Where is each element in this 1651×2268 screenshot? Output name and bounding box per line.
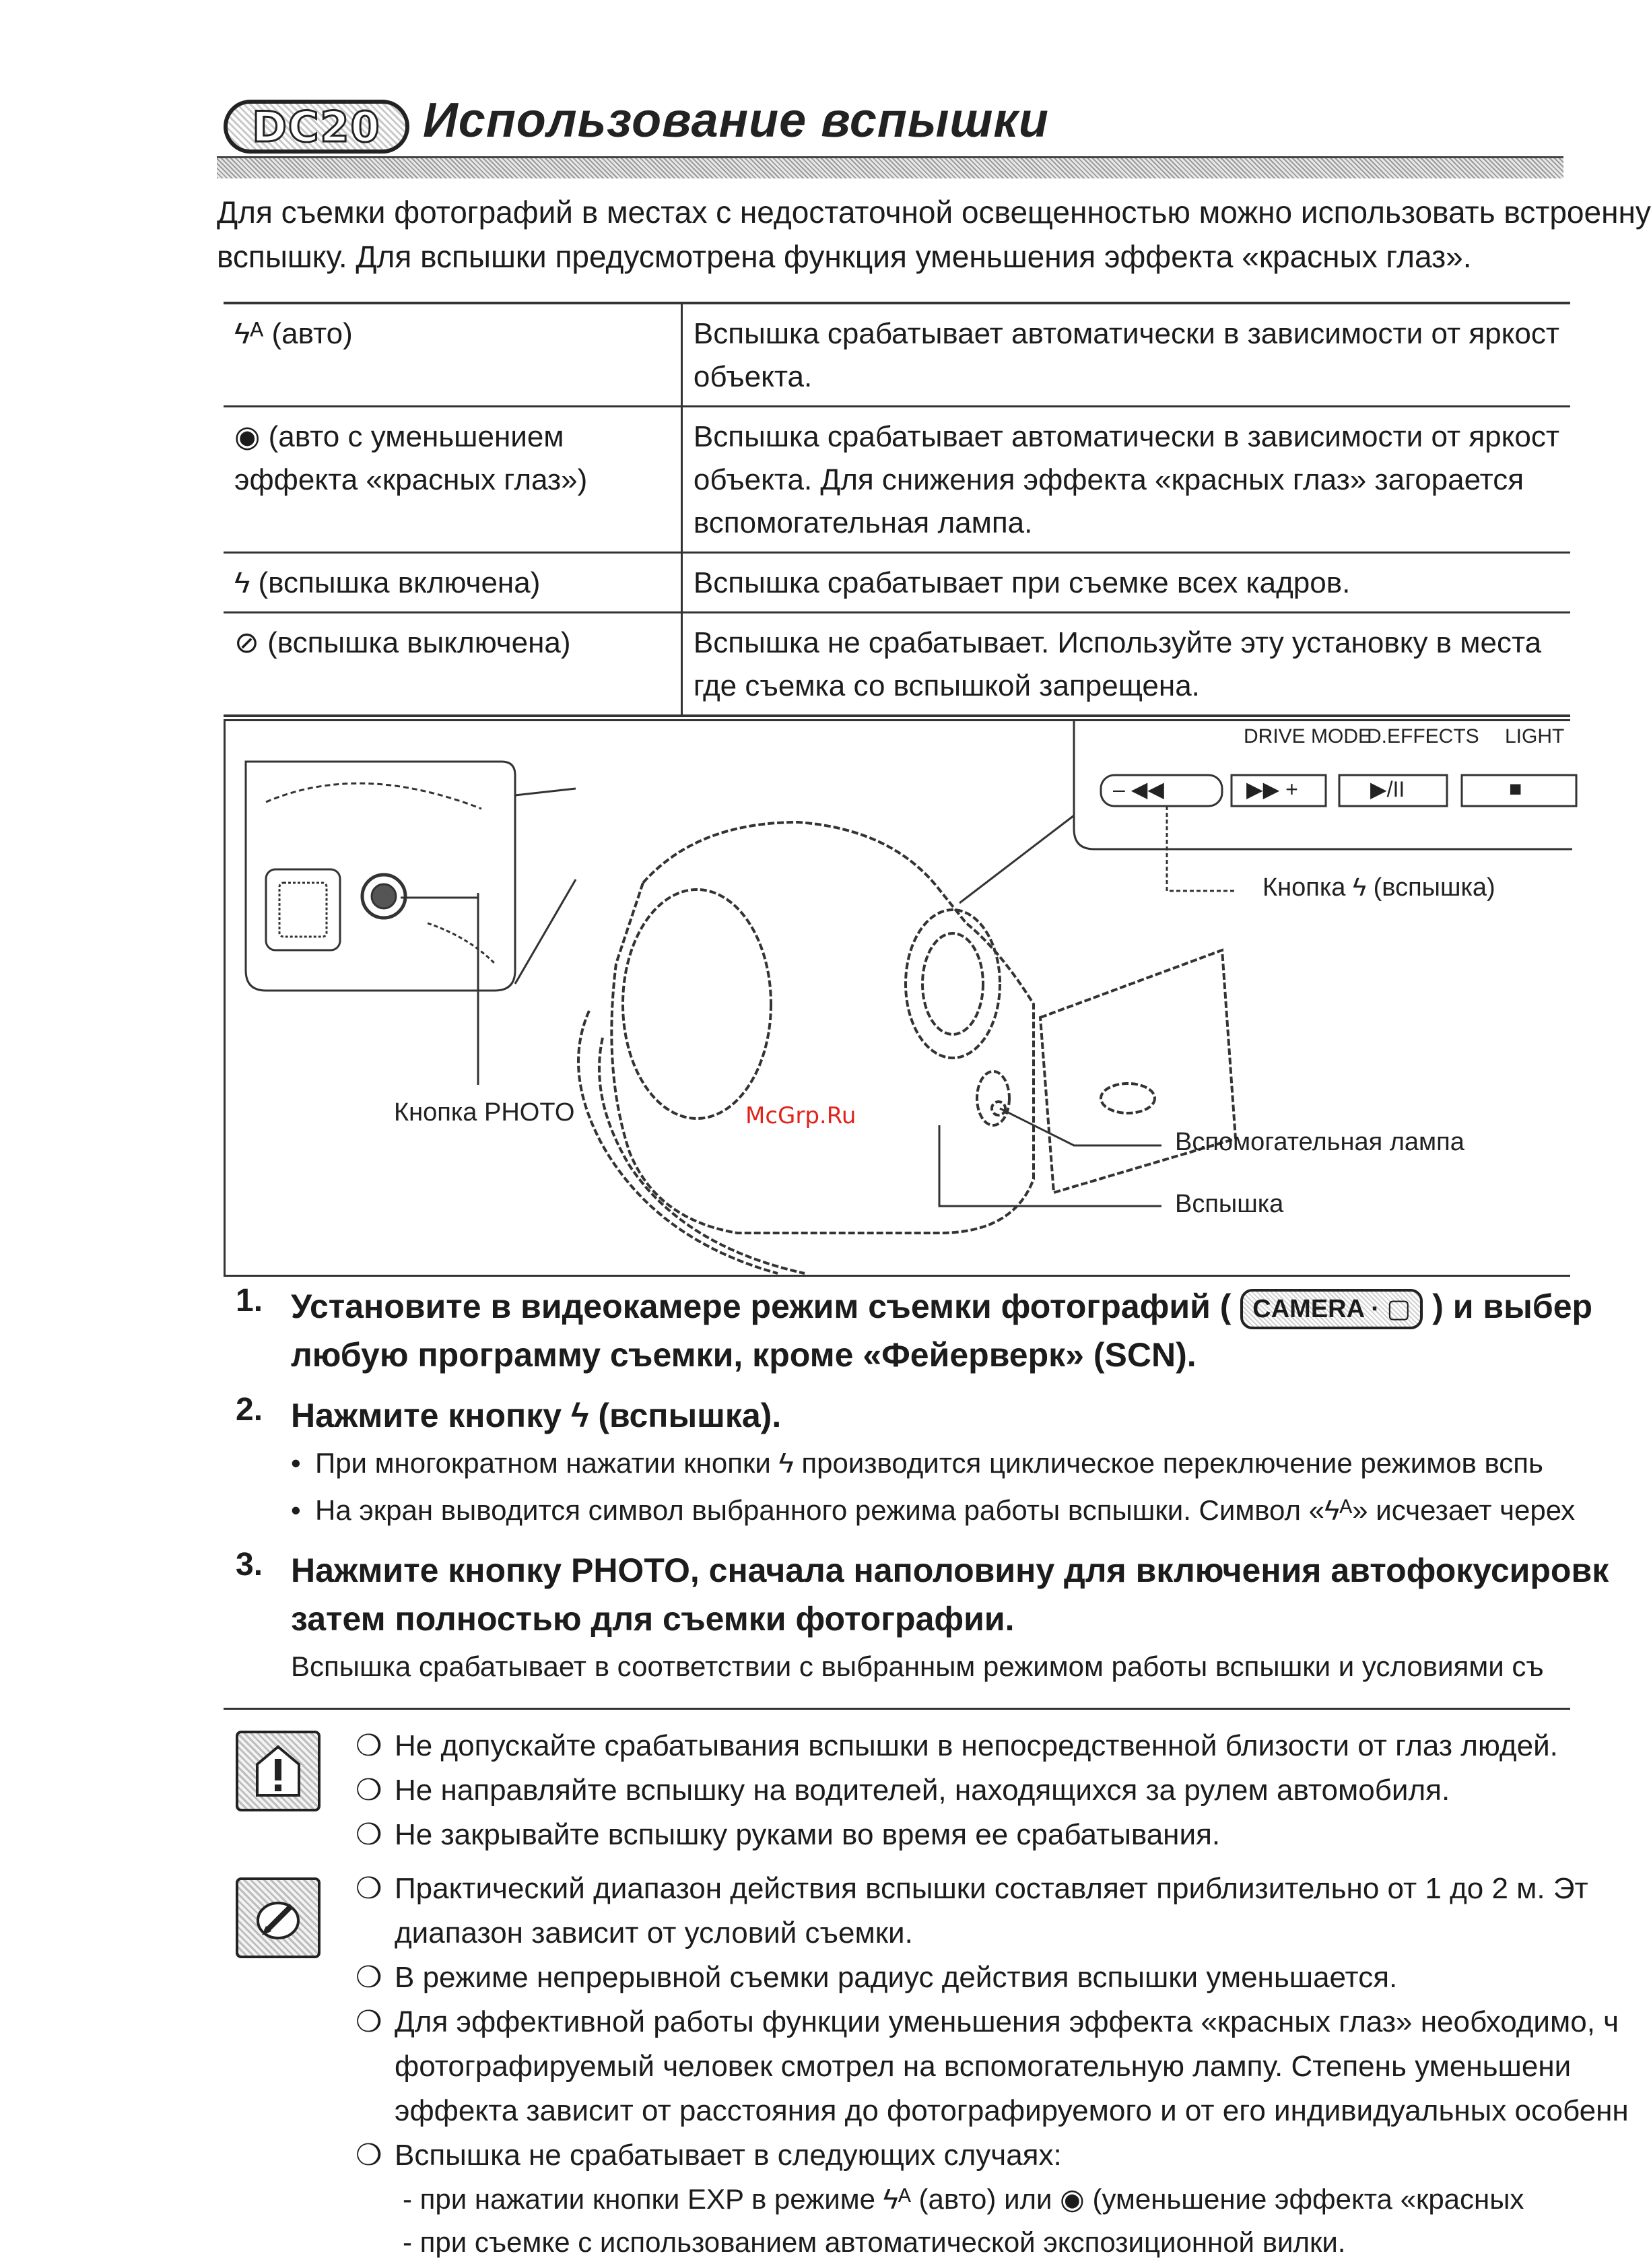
mode-cell	[224, 303, 681, 407]
note-item	[356, 2133, 1576, 2178]
bullet-circle: ❍	[356, 2005, 382, 2038]
dash: -	[403, 2226, 412, 2258]
step-heading: Нажмите кнопку PHOTO, сначала наполовину для включения автофокусировк	[291, 1552, 1609, 1589]
description-cell	[681, 553, 1570, 613]
step-number: 1.	[236, 1283, 263, 1319]
note-subtext: при съемке с использованием автоматической экспозиционной вилки.	[419, 2226, 1346, 2258]
bullet-circle: ❍	[356, 1818, 382, 1851]
light-label: LIGHT	[1505, 725, 1565, 747]
exclamation-icon	[255, 1744, 302, 1798]
pencil-icon	[251, 1891, 305, 1945]
note-subitem	[356, 2178, 1576, 2221]
page-title: Использование вспышки	[423, 94, 1049, 147]
intro-line: Для съемки фотографий в местах с недостаточной освещенностью можно использовать встроенну	[217, 195, 1651, 230]
mode-cell	[224, 613, 681, 716]
caution-item	[356, 1768, 1576, 1813]
bullet-circle: ❍	[356, 1872, 382, 1905]
mode-label: эффекта «красных глаз»)	[234, 463, 588, 496]
note-text: эффекта зависит от расстояния до фотографируемого и от его индивидуальных особенн	[395, 2094, 1629, 2127]
note-text: В режиме непрерывной съемки радиус действия вспышки уменьшается.	[395, 1961, 1398, 1994]
step-heading: любую программу съемки, кроме «Фейерверк» (SCN).	[291, 1336, 1197, 1374]
mode-cell	[224, 407, 681, 553]
flash-modes-table	[224, 302, 1570, 717]
description-line: объекта. Для снижения эффекта «красных глаз» загорается	[693, 463, 1524, 496]
assist-lamp-callout: Вспомогательная лампа	[1175, 1128, 1464, 1156]
notes-list	[356, 1867, 1629, 2264]
step-bullet	[291, 1487, 1576, 1534]
caution-text: Не допускайте срабатывания вспышки в непосредственной близости от глаз людей.	[395, 1729, 1558, 1762]
table-row	[224, 407, 1570, 553]
step-heading: Нажмите кнопку ϟ (вспышка).	[291, 1397, 782, 1434]
step-1	[229, 1282, 1593, 1379]
note-subitem	[356, 2221, 1576, 2264]
note-item	[356, 2000, 1629, 2133]
dash: -	[403, 2183, 412, 2215]
caution-block	[236, 1724, 1576, 1865]
steps-list	[229, 1282, 1609, 1702]
camcorder-figure	[224, 719, 1570, 1277]
table-row	[224, 553, 1570, 613]
table-row	[224, 613, 1570, 716]
description-cell	[681, 407, 1570, 553]
step-number: 3.	[236, 1547, 263, 1582]
bullet-text: На экран выводится символ выбранного режима работы вспышки. Символ «ϟᴬ» исчезает черех	[315, 1494, 1576, 1526]
description-line: Вспышка срабатывает автоматически в зависимости от яркост	[693, 420, 1559, 453]
description-line: Вспышка срабатывает при съемке всех кадров.	[693, 566, 1351, 599]
description-line: объекта.	[693, 360, 813, 393]
step-2	[229, 1391, 1576, 1534]
description-cell	[681, 613, 1570, 716]
section-divider	[224, 1708, 1570, 1710]
d-effects-button[interactable]: ▶/II	[1370, 777, 1405, 801]
bullet-circle: ❍	[356, 1961, 382, 1994]
intro-paragraph	[217, 190, 1651, 279]
drive-mode-label: DRIVE MODE	[1244, 725, 1372, 747]
step-number: 2.	[236, 1392, 263, 1428]
mode-label: ⊘ (вспышка выключена)	[234, 626, 571, 659]
caution-item	[356, 1813, 1576, 1857]
note-item	[356, 1867, 1588, 1956]
mode-label: ϟ (вспышка включена)	[234, 566, 541, 599]
note-text: фотографируемый человек смотрел на вспомогательную лампу. Степень уменьшени	[395, 2050, 1572, 2083]
d-effects-label: D.EFFECTS	[1367, 725, 1479, 747]
caution-list	[356, 1724, 1576, 1857]
title-rule	[217, 156, 1563, 178]
note-pencil-icon	[236, 1877, 321, 1958]
description-line: где съемка со вспышкой запрещена.	[693, 669, 1200, 702]
mode-cell	[224, 553, 681, 613]
step-body: Вспышка срабатывает в соответствии с выбранным режимом работы вспышки и условиями съ	[291, 1650, 1544, 1682]
caution-item	[356, 1724, 1576, 1768]
flash-button-callout: Кнопка ϟ (вспышка)	[1262, 873, 1495, 902]
photo-button-inset	[246, 762, 515, 991]
description-cell	[681, 303, 1570, 407]
step-heading	[291, 1282, 1593, 1331]
caution-icon	[236, 1731, 321, 1811]
description-line: вспомогательная лампа.	[693, 506, 1033, 539]
note-text: Вспышка не срабатывает в следующих случаях:	[395, 2139, 1062, 2172]
note-text: диапазон зависит от условий съемки.	[395, 1916, 913, 1949]
camcorder-illustration	[226, 721, 1570, 1275]
note-subtext: при нажатии кнопки EXP в режиме ϟᴬ (авто) или ◉ (уменьшение эффекта «красных	[419, 2183, 1524, 2215]
description-line: Вспышка срабатывает автоматически в зависимости от яркост	[693, 317, 1559, 350]
step-heading-text: Установите в видеокамере режим съемки фотографий (	[291, 1288, 1232, 1325]
step-heading: затем полностью для съемки фотографии.	[291, 1600, 1015, 1638]
step-bullet	[291, 1440, 1569, 1487]
table-row	[224, 303, 1570, 407]
intro-line: вспышку. Для вспышки предусмотрена функция уменьшения эффекта «красных глаз».	[217, 239, 1472, 274]
caution-text: Не направляйте вспышку на водителей, находящихся за рулем автомобиля.	[395, 1774, 1450, 1807]
step-heading-text: ) и выбер	[1432, 1288, 1593, 1325]
mode-label: ◉ (авто с уменьшением	[234, 420, 564, 453]
model-badge: DC20	[224, 100, 409, 154]
mode-label: ϟᴬ (авто)	[234, 317, 353, 350]
bullet-circle: ❍	[356, 2139, 382, 2172]
camera-mode-chip: CAMERA · ▢	[1240, 1289, 1423, 1329]
note-text: Практический диапазон действия вспышки составляет приблизительно от 1 до 2 м. Эт	[395, 1872, 1588, 1905]
notes-block	[236, 1867, 1629, 2258]
step-3	[229, 1546, 1609, 1690]
note-item	[356, 1956, 1576, 2000]
bullet-dot: •	[291, 1494, 301, 1526]
bullet-text: При многократном нажатии кнопки ϟ производится циклическое переключение режимов вспь	[315, 1447, 1543, 1479]
bullet-dot: •	[291, 1447, 301, 1479]
bullet-circle: ❍	[356, 1774, 382, 1807]
bullet-circle: ❍	[356, 1729, 382, 1762]
description-line: Вспышка не срабатывает. Используйте эту установку в места	[693, 626, 1542, 659]
photo-button-callout: Кнопка PHOTO	[394, 1098, 575, 1127]
watermark: McGrp.Ru	[745, 1102, 856, 1129]
light-button[interactable]: ■	[1509, 776, 1522, 801]
flash-callout: Вспышка	[1175, 1190, 1284, 1218]
note-text: Для эффективной работы функции уменьшения эффекта «красных глаз» необходимо, ч	[395, 2005, 1619, 2038]
caution-text: Не закрывайте вспышку руками во время ее срабатывания.	[395, 1818, 1221, 1851]
flash-panel-button[interactable]: – ◀◀	[1113, 777, 1164, 801]
drive-mode-button[interactable]: ▶▶ +	[1246, 777, 1298, 801]
